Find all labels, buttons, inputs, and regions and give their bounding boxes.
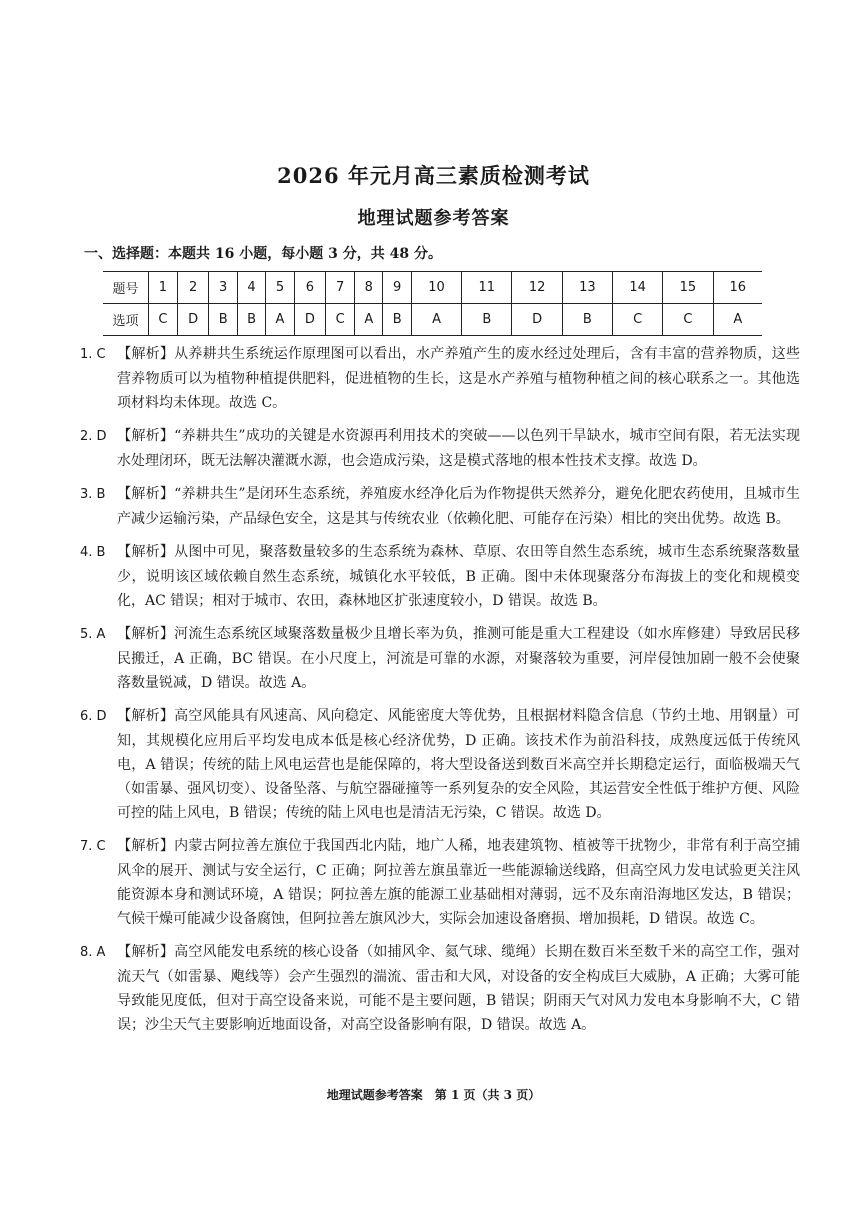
item-text: 【解析】从图中可见，聚落数量较多的生态系统为森林、草原、农田等自然生态系统，城市生态系统聚落数量少，说明该区域依赖自然生态系统，城镇化水平较低，B 正确。图中未体现聚落分布海拔上的变化和规模变化，AC 错误；相对于城市、农田，森林地区扩张速度较小，D 错误。故选 B。 bbox=[117, 544, 800, 609]
question-number-cell: 9 bbox=[383, 272, 411, 304]
question-number-cell: 13 bbox=[562, 272, 612, 304]
answer-cell: A bbox=[266, 304, 294, 336]
answer-label-cell: 选项 bbox=[103, 304, 149, 336]
header-label-cell: 题号 bbox=[103, 272, 149, 304]
item-number: 2. D bbox=[80, 429, 107, 444]
explanation-item bbox=[80, 940, 800, 1037]
answer-cell: D bbox=[177, 304, 209, 336]
item-number: 5. A bbox=[80, 627, 106, 642]
answer-table-header-row bbox=[103, 272, 762, 304]
explanation-item bbox=[80, 482, 800, 531]
answer-cell: C bbox=[149, 304, 178, 336]
item-text: 【解析】“养耕共生”成功的关键是水资源再利用技术的突破——以色列干旱缺水，城市空间有限，若无法实现水处理闭环，既无法解决灌溉水源，也会造成污染，这是模式落地的根本性技术支撑。故选 D。 bbox=[117, 428, 800, 469]
item-number: 8. A bbox=[80, 945, 106, 960]
item-text: 【解析】从养耕共生系统运作原理图可以看出，水产养殖产生的废水经过处理后，含有丰富的营养物质，这些营养物质可以为植物种植提供肥料，促进植物的生长，这是水产养殖与植物种植之间的核心联系之一。其他选项材料均未体现。故选 C。 bbox=[117, 346, 800, 411]
question-number-cell: 10 bbox=[411, 272, 461, 304]
question-number-cell: 3 bbox=[209, 272, 237, 304]
section-heading: 一、选择题：本题共 16 小题，每小题 3 分，共 48 分。 bbox=[84, 246, 442, 262]
page-title: 2026 年元月高三素质检测考试 bbox=[277, 163, 590, 188]
question-number-cell: 5 bbox=[266, 272, 294, 304]
explanation-item bbox=[80, 704, 800, 825]
question-number-cell: 14 bbox=[613, 272, 663, 304]
answer-cell: C bbox=[663, 304, 713, 336]
question-number-cell: 16 bbox=[713, 272, 762, 304]
item-number: 3. B bbox=[80, 487, 106, 502]
explanation-item bbox=[80, 622, 800, 695]
item-text: 【解析】内蒙古阿拉善左旗位于我国西北内陆，地广人稀，地表建筑物、植被等干扰物少，非常有利于高空捕风伞的展开、测试与安全运行，C 正确；阿拉善左旗虽靠近一些能源输送线路，但高空风力发电试验更关注风能资源本身和测试环境，A 错误；阿拉善左旗的能源工业基础相对薄弱，远不及东南沿海地区发达，B 错误；气候干燥可能减少设备腐蚀，但阿拉善左旗风沙大，实际会加速设备磨损、增加损耗，D 错误。故选 C。 bbox=[117, 838, 800, 927]
question-number-cell: 8 bbox=[355, 272, 383, 304]
answer-cell: D bbox=[512, 304, 562, 336]
answer-table-answer-row bbox=[103, 304, 762, 336]
answer-cell: A bbox=[411, 304, 461, 336]
question-number-cell: 15 bbox=[663, 272, 713, 304]
question-number-cell: 4 bbox=[237, 272, 265, 304]
item-text: 【解析】河流生态系统区域聚落数量极少且增长率为负，推测可能是重大工程建设（如水库修建）导致居民移民搬迁，A 正确，BC 错误。在小尺度上，河流是可靠的水源，对聚落较为重要，河岸侵蚀加剧一般不会使聚落数量锐减，D 错误。故选 A。 bbox=[117, 626, 800, 691]
answer-cell: B bbox=[209, 304, 237, 336]
answer-cell: A bbox=[355, 304, 383, 336]
question-number-cell: 2 bbox=[177, 272, 209, 304]
answer-cell: A bbox=[713, 304, 762, 336]
answer-table bbox=[103, 271, 762, 336]
explanation-item bbox=[80, 342, 800, 415]
explanation-item bbox=[80, 540, 800, 613]
item-text: 【解析】高空风能具有风速高、风向稳定、风能密度大等优势，且根据材料隐含信息（节约土地、用钢量）可知，其规模化应用后平均发电成本低是核心经济优势，D 正确。该技术作为前沿科技，成熟度远低于传统风电，A 错误；传统的陆上风电运营也是能保障的，将大型设备送到数百米高空并长期稳定运行，面临极端天气（如雷暴、强风切变）、设备坠落、与航空器碰撞等一系列复杂的安全风险，其运营安全性低于维护方便、风险可控的陆上风电，B 错误；传统的陆上风电也是清洁无污染，C 错误。故选 D。 bbox=[117, 708, 800, 821]
question-number-cell: 11 bbox=[462, 272, 512, 304]
question-number-cell: 1 bbox=[149, 272, 178, 304]
page-subtitle: 地理试题参考答案 bbox=[357, 208, 510, 229]
page-footer: 地理试题参考答案 第 1 页（共 3 页） bbox=[326, 1088, 541, 1102]
item-text: 【解析】高空风能发电系统的核心设备（如捕风伞、氦气球、缆绳）长期在数百米至数千米的高空工作，强对流天气（如雷暴、飑线等）会产生强烈的湍流、雷击和大风，对设备的安全构成巨大威胁，A 正确；大雾可能导致能见度低，但对于高空设备来说，可能不是主要问题，B 错误；阴雨天气对风力发电本身影响不大，C 错误；沙尘天气主要影响近地面设备，对高空设备影响有限，D 错误。故选 A。 bbox=[117, 944, 800, 1033]
explanation-item bbox=[80, 834, 800, 931]
answer-cell: C bbox=[326, 304, 355, 336]
item-number: 4. B bbox=[80, 545, 106, 560]
answer-cell: B bbox=[237, 304, 265, 336]
answer-cell: D bbox=[294, 304, 326, 336]
answer-cell: B bbox=[462, 304, 512, 336]
answer-cell: B bbox=[562, 304, 612, 336]
answer-cell: B bbox=[383, 304, 411, 336]
item-number: 1. C bbox=[80, 347, 106, 362]
question-number-cell: 7 bbox=[326, 272, 355, 304]
question-number-cell: 12 bbox=[512, 272, 562, 304]
explanation-list bbox=[80, 342, 800, 1046]
item-number: 7. C bbox=[80, 839, 106, 854]
item-number: 6. D bbox=[80, 709, 107, 724]
explanation-item bbox=[80, 424, 800, 473]
question-number-cell: 6 bbox=[294, 272, 326, 304]
item-text: 【解析】“养耕共生”是闭环生态系统，养殖废水经净化后为作物提供天然养分，避免化肥农药使用，且城市生产减少运输污染，产品绿色安全，这是其与传统农业（依赖化肥、可能存在污染）相比的突出优势。故选 B。 bbox=[117, 486, 800, 527]
answer-cell: C bbox=[613, 304, 663, 336]
